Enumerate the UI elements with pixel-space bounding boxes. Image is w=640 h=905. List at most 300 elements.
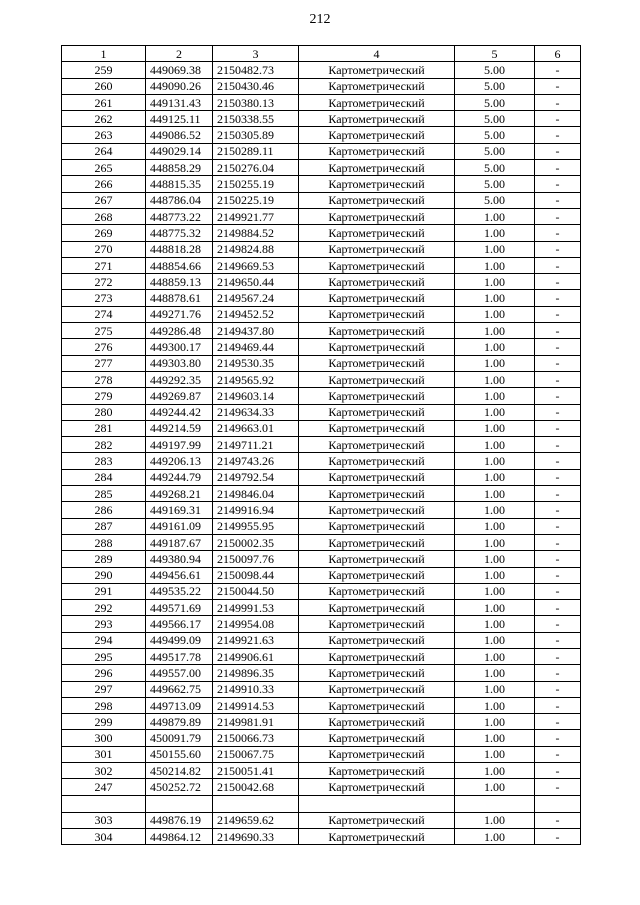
table-cell: Картометрический (299, 127, 455, 143)
table-cell: Картометрический (299, 600, 455, 616)
table-cell: 449069.38 (146, 62, 213, 78)
table-cell: Картометрический (299, 534, 455, 550)
table-cell: 303 (62, 812, 146, 828)
table-row (62, 828, 581, 844)
table-cell: - (535, 94, 581, 110)
table-row (62, 420, 581, 436)
table-cell: Картометрический (299, 681, 455, 697)
table-cell: - (535, 176, 581, 192)
table-cell: - (535, 274, 581, 290)
table-cell: 292 (62, 600, 146, 616)
table-cell: 5.00 (455, 143, 535, 159)
table-row (62, 78, 581, 94)
table-cell: Картометрический (299, 111, 455, 127)
table-cell: 273 (62, 290, 146, 306)
table-cell: 449292.35 (146, 371, 213, 387)
table-cell: 285 (62, 486, 146, 502)
table-row (62, 241, 581, 257)
table-cell: - (535, 665, 581, 681)
table-cell: - (535, 730, 581, 746)
table-cell: 450214.82 (146, 763, 213, 779)
table-cell: 449456.61 (146, 567, 213, 583)
table-cell: 449244.42 (146, 404, 213, 420)
table-cell: - (535, 567, 581, 583)
table-cell: 448786.04 (146, 192, 213, 208)
table-cell: 449303.80 (146, 355, 213, 371)
table-cell (299, 795, 455, 812)
table-cell: 297 (62, 681, 146, 697)
table-cell: 2150097.76 (213, 551, 299, 567)
table-cell: 2149955.95 (213, 518, 299, 534)
table-cell: 449187.67 (146, 534, 213, 550)
table-cell: 2149743.26 (213, 453, 299, 469)
page-number: 212 (309, 12, 331, 27)
table-cell: 1.00 (455, 225, 535, 241)
table-cell: - (535, 208, 581, 224)
table-cell: 449029.14 (146, 143, 213, 159)
table-cell: Картометрический (299, 176, 455, 192)
table-cell: 449300.17 (146, 339, 213, 355)
table-cell: Картометрический (299, 665, 455, 681)
table-cell: - (535, 127, 581, 143)
table-cell: 2149669.53 (213, 257, 299, 273)
table-cell: 2150066.73 (213, 730, 299, 746)
table-cell: Картометрический (299, 208, 455, 224)
table-cell: Картометрический (299, 355, 455, 371)
header-cell: 3 (213, 46, 299, 62)
table-cell: 1.00 (455, 274, 535, 290)
table-cell: 261 (62, 94, 146, 110)
table-cell: 2149991.53 (213, 600, 299, 616)
table-cell: 267 (62, 192, 146, 208)
table-cell: 449269.87 (146, 388, 213, 404)
table-cell: 449244.79 (146, 469, 213, 485)
table-cell: 1.00 (455, 469, 535, 485)
table-cell: - (535, 632, 581, 648)
table-cell: 449131.43 (146, 94, 213, 110)
table-row (62, 763, 581, 779)
table-cell: - (535, 828, 581, 844)
table-cell: 449268.21 (146, 486, 213, 502)
table-row (62, 306, 581, 322)
table-cell: 450155.60 (146, 746, 213, 762)
table-cell: - (535, 746, 581, 762)
table-cell: 1.00 (455, 241, 535, 257)
table-cell: - (535, 583, 581, 599)
table-cell: 302 (62, 763, 146, 779)
table-row (62, 714, 581, 730)
table-cell: 449713.09 (146, 697, 213, 713)
table-row (62, 616, 581, 632)
table-cell: 271 (62, 257, 146, 273)
table-row (62, 746, 581, 762)
table-cell: 1.00 (455, 306, 535, 322)
table-cell: 294 (62, 632, 146, 648)
table-row (62, 486, 581, 502)
table-cell: 2150067.75 (213, 746, 299, 762)
header-cell: 2 (146, 46, 213, 62)
table-cell: 1.00 (455, 420, 535, 436)
table-cell: 2149567.24 (213, 290, 299, 306)
table-cell: Картометрический (299, 78, 455, 94)
table-cell: 450091.79 (146, 730, 213, 746)
table-cell: 291 (62, 583, 146, 599)
table-cell: 2150002.35 (213, 534, 299, 550)
table-cell: Картометрический (299, 486, 455, 502)
table-cell: 2149914.53 (213, 697, 299, 713)
table-cell: 265 (62, 160, 146, 176)
table-cell: Картометрический (299, 257, 455, 273)
table-row (62, 127, 581, 143)
table-cell: 2149981.91 (213, 714, 299, 730)
table-cell: - (535, 111, 581, 127)
table-cell: 2149437.80 (213, 323, 299, 339)
table-cell: 270 (62, 241, 146, 257)
table-cell: - (535, 290, 581, 306)
table-cell: - (535, 192, 581, 208)
table-cell: 2150051.41 (213, 763, 299, 779)
table-cell (535, 795, 581, 812)
table-cell: 276 (62, 339, 146, 355)
table-row (62, 795, 581, 812)
table-cell: 450252.72 (146, 779, 213, 795)
table-cell: 1.00 (455, 616, 535, 632)
table-cell: - (535, 225, 581, 241)
header-cell: 4 (299, 46, 455, 62)
table-cell (213, 795, 299, 812)
table-cell: 1.00 (455, 681, 535, 697)
table-cell: 449380.94 (146, 551, 213, 567)
table-row (62, 600, 581, 616)
table-cell: 5.00 (455, 176, 535, 192)
table-cell: 2150305.89 (213, 127, 299, 143)
table-cell: 2150098.44 (213, 567, 299, 583)
table-cell: Картометрический (299, 62, 455, 78)
table-cell: 299 (62, 714, 146, 730)
table-row (62, 551, 581, 567)
table-cell: 247 (62, 779, 146, 795)
table-cell: 1.00 (455, 567, 535, 583)
table-cell: 280 (62, 404, 146, 420)
table-row (62, 225, 581, 241)
table-cell: Картометрический (299, 518, 455, 534)
table-cell: 263 (62, 127, 146, 143)
table-row (62, 518, 581, 534)
table-cell: Картометрический (299, 567, 455, 583)
table-cell: 1.00 (455, 371, 535, 387)
table-cell: Картометрический (299, 225, 455, 241)
table-cell: 295 (62, 648, 146, 664)
table-cell: 448818.28 (146, 241, 213, 257)
table-row (62, 665, 581, 681)
table-cell: 2150430.46 (213, 78, 299, 94)
table-cell: 1.00 (455, 812, 535, 828)
table-cell: 448854.66 (146, 257, 213, 273)
table-cell: - (535, 812, 581, 828)
table-cell: 300 (62, 730, 146, 746)
table-cell: 278 (62, 371, 146, 387)
table-cell: 449535.22 (146, 583, 213, 599)
table-cell: Картометрический (299, 746, 455, 762)
table-cell: - (535, 600, 581, 616)
table-row (62, 567, 581, 583)
table-cell: 2149921.77 (213, 208, 299, 224)
table-cell: Картометрический (299, 339, 455, 355)
table-cell: 301 (62, 746, 146, 762)
table-cell: 286 (62, 502, 146, 518)
table-cell: 1.00 (455, 730, 535, 746)
table-cell: - (535, 420, 581, 436)
coordinates-table (61, 45, 581, 845)
table-row (62, 681, 581, 697)
table-cell: 2150289.11 (213, 143, 299, 159)
table-cell: 449879.89 (146, 714, 213, 730)
table-cell: Картометрический (299, 551, 455, 567)
table-cell: 269 (62, 225, 146, 241)
table-row (62, 257, 581, 273)
table-cell: 2149792.54 (213, 469, 299, 485)
table-cell: 2149530.35 (213, 355, 299, 371)
table-cell: 2149906.61 (213, 648, 299, 664)
table-cell: 1.00 (455, 763, 535, 779)
table-cell: 2149603.14 (213, 388, 299, 404)
table-cell: Картометрический (299, 274, 455, 290)
table-cell: 448773.22 (146, 208, 213, 224)
table-cell: 2149896.35 (213, 665, 299, 681)
table-cell: Картометрический (299, 714, 455, 730)
table-row (62, 697, 581, 713)
table-cell: 1.00 (455, 697, 535, 713)
table-cell: 304 (62, 828, 146, 844)
table-cell (62, 795, 146, 812)
table-cell: 448878.61 (146, 290, 213, 306)
table-cell: 296 (62, 665, 146, 681)
table-cell: - (535, 486, 581, 502)
table-cell: 2149824.88 (213, 241, 299, 257)
table-cell: 449271.76 (146, 306, 213, 322)
table-cell: - (535, 143, 581, 159)
table-cell: 284 (62, 469, 146, 485)
table-row (62, 648, 581, 664)
header-cell: 6 (535, 46, 581, 62)
table-cell: 449662.75 (146, 681, 213, 697)
table-cell: 281 (62, 420, 146, 436)
table-cell: 2149469.44 (213, 339, 299, 355)
table-row (62, 812, 581, 828)
table-cell: 1.00 (455, 339, 535, 355)
table-cell: 262 (62, 111, 146, 127)
table-cell: 1.00 (455, 779, 535, 795)
table-cell (455, 795, 535, 812)
table-row (62, 583, 581, 599)
table-cell: 5.00 (455, 111, 535, 127)
table-cell: 298 (62, 697, 146, 713)
table-row (62, 355, 581, 371)
table-cell: 449864.12 (146, 828, 213, 844)
table-cell: 272 (62, 274, 146, 290)
table-cell: Картометрический (299, 192, 455, 208)
table-cell: - (535, 763, 581, 779)
table-cell: 449086.52 (146, 127, 213, 143)
table-cell: Картометрический (299, 323, 455, 339)
table-cell: 449090.26 (146, 78, 213, 94)
table-cell: 1.00 (455, 648, 535, 664)
table-row (62, 453, 581, 469)
table-header-row (62, 46, 581, 62)
table-cell: Картометрический (299, 583, 455, 599)
table-cell: 2150276.04 (213, 160, 299, 176)
table-cell: 1.00 (455, 323, 535, 339)
table-cell: 1.00 (455, 437, 535, 453)
table-cell: 448859.13 (146, 274, 213, 290)
table-cell: 293 (62, 616, 146, 632)
table-cell: - (535, 339, 581, 355)
table-row (62, 404, 581, 420)
table-row (62, 469, 581, 485)
table-cell: - (535, 779, 581, 795)
table-cell: 2149650.44 (213, 274, 299, 290)
table-cell: - (535, 648, 581, 664)
table-cell: 2149711.21 (213, 437, 299, 453)
table-cell: - (535, 257, 581, 273)
table-cell: - (535, 404, 581, 420)
table-cell: Картометрический (299, 469, 455, 485)
header-cell: 5 (455, 46, 535, 62)
table-cell: 449499.09 (146, 632, 213, 648)
table-cell: 268 (62, 208, 146, 224)
table-cell: 260 (62, 78, 146, 94)
table-cell: 274 (62, 306, 146, 322)
table-row (62, 62, 581, 78)
table-cell: Картометрический (299, 306, 455, 322)
table-cell: Картометрический (299, 437, 455, 453)
table-cell: 5.00 (455, 160, 535, 176)
table-cell: - (535, 437, 581, 453)
table-cell: 1.00 (455, 551, 535, 567)
table-cell: 1.00 (455, 404, 535, 420)
table-row (62, 371, 581, 387)
table-cell: - (535, 306, 581, 322)
table-cell: 1.00 (455, 583, 535, 599)
table-cell: 2149663.01 (213, 420, 299, 436)
table-cell: 2149910.33 (213, 681, 299, 697)
table-cell: 449214.59 (146, 420, 213, 436)
table-cell: - (535, 697, 581, 713)
table-cell: - (535, 551, 581, 567)
table-cell: 1.00 (455, 290, 535, 306)
table-cell: 448775.32 (146, 225, 213, 241)
table-cell: - (535, 241, 581, 257)
table-cell: - (535, 616, 581, 632)
table-cell: - (535, 62, 581, 78)
table-row (62, 388, 581, 404)
table-row (62, 502, 581, 518)
table-row (62, 192, 581, 208)
table-cell: Картометрический (299, 730, 455, 746)
table-cell: Картометрический (299, 812, 455, 828)
table-cell: Картометрический (299, 828, 455, 844)
table-cell: 2149659.62 (213, 812, 299, 828)
table-cell: 2150380.13 (213, 94, 299, 110)
table-cell: Картометрический (299, 763, 455, 779)
table-cell: Картометрический (299, 632, 455, 648)
header-cell: 1 (62, 46, 146, 62)
table-cell: 1.00 (455, 502, 535, 518)
table-cell: 1.00 (455, 486, 535, 502)
table-cell: 2150338.55 (213, 111, 299, 127)
table-cell: 5.00 (455, 78, 535, 94)
table-cell: Картометрический (299, 290, 455, 306)
table-cell: 2150482.73 (213, 62, 299, 78)
table-cell: - (535, 534, 581, 550)
table-cell: Картометрический (299, 697, 455, 713)
table-cell: 2150042.68 (213, 779, 299, 795)
table-row (62, 437, 581, 453)
table-cell: 449206.13 (146, 453, 213, 469)
table-cell: Картометрический (299, 779, 455, 795)
table-cell: 449161.09 (146, 518, 213, 534)
table-cell: 2149954.08 (213, 616, 299, 632)
table-row (62, 534, 581, 550)
table-cell: 1.00 (455, 208, 535, 224)
table-cell: 1.00 (455, 665, 535, 681)
table-cell: 289 (62, 551, 146, 567)
table-cell: Картометрический (299, 94, 455, 110)
table-row (62, 160, 581, 176)
table-cell: - (535, 502, 581, 518)
table-cell: 1.00 (455, 355, 535, 371)
table-cell: 449566.17 (146, 616, 213, 632)
table-cell: 5.00 (455, 192, 535, 208)
table-cell: Картометрический (299, 388, 455, 404)
table-row (62, 176, 581, 192)
table-row (62, 323, 581, 339)
table-cell: 449286.48 (146, 323, 213, 339)
table-cell: Картометрический (299, 371, 455, 387)
table-cell: 449571.69 (146, 600, 213, 616)
table-cell (146, 795, 213, 812)
table-cell: 2149565.92 (213, 371, 299, 387)
table-cell: - (535, 388, 581, 404)
table-cell: 2149884.52 (213, 225, 299, 241)
table-cell: 264 (62, 143, 146, 159)
table-row (62, 339, 581, 355)
table-row (62, 632, 581, 648)
table-cell: 2149846.04 (213, 486, 299, 502)
table-row (62, 274, 581, 290)
table-cell: 1.00 (455, 257, 535, 273)
table-cell: Картометрический (299, 143, 455, 159)
table-cell: 287 (62, 518, 146, 534)
table-cell: 1.00 (455, 534, 535, 550)
table-cell: 282 (62, 437, 146, 453)
table-cell: 259 (62, 62, 146, 78)
table-cell: 283 (62, 453, 146, 469)
table-row (62, 290, 581, 306)
table-cell: 449169.31 (146, 502, 213, 518)
table-cell: 2149916.94 (213, 502, 299, 518)
table-cell: - (535, 714, 581, 730)
table-cell: 5.00 (455, 127, 535, 143)
table-cell: 1.00 (455, 600, 535, 616)
table-cell: 2149921.63 (213, 632, 299, 648)
table-cell: 449125.11 (146, 111, 213, 127)
table-cell: Картометрический (299, 241, 455, 257)
table-row (62, 730, 581, 746)
table-cell: Картометрический (299, 404, 455, 420)
table-row (62, 111, 581, 127)
table-cell: - (535, 453, 581, 469)
